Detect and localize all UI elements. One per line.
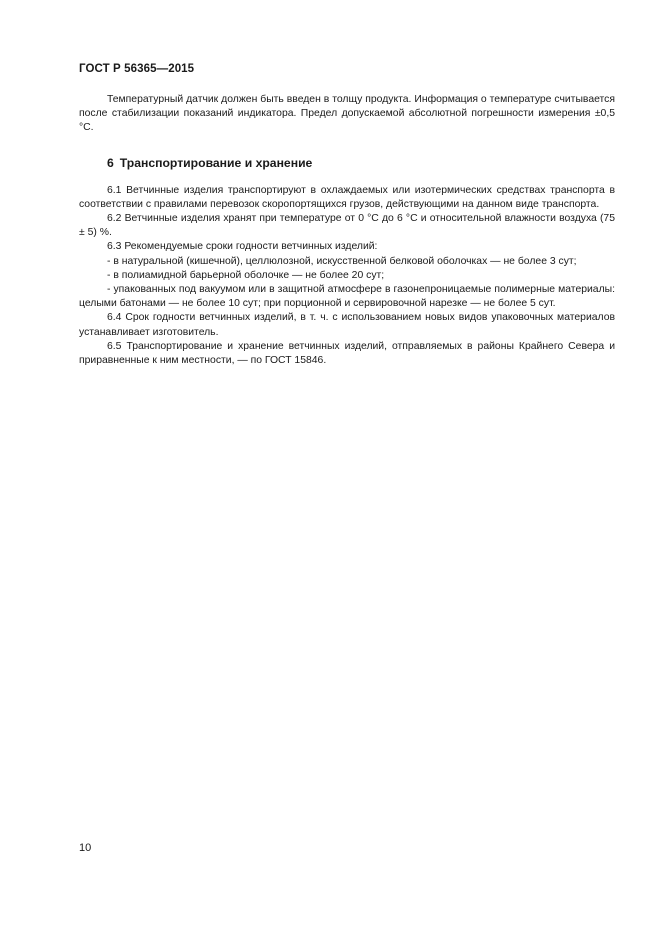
paragraph-6-1: 6.1 Ветчинные изделия транспортируют в охлаждаемых или изотермических средствах транспорта в соответствии с правилами перевозок скоропортящихся грузов, действующими на данном виде транспорта.	[79, 184, 615, 210]
paragraph-6-3: 6.3 Рекомендуемые сроки годности ветчинных изделий:	[107, 241, 378, 253]
list-item-vacuum-packed: - упакованных под вакуумом или в защитной атмосфере в газонепроницаемые полимерные материалы: целыми батонами — не более 10 сут; при порционной и сервировочной нарезке — не более 5 сут.	[79, 284, 615, 310]
paragraph-6-5: 6.5 Транспортирование и хранение ветчинных изделий, отправляемых в районы Крайнего Севера и приравненные к ним местности, — по ГОСТ 15846.	[79, 340, 615, 367]
section-title: Транспортирование и хранение	[119, 155, 313, 170]
section-heading	[79, 156, 615, 171]
document-body	[79, 93, 615, 368]
intro-paragraph: Температурный датчик должен быть введен в толщу продукта. Информация о температуре считывается после стабилизации показаний индикатора. Предел допускаемой абсолютной погрешности измерения ±0,5 °С.	[79, 94, 615, 134]
page-number: 10	[79, 842, 92, 854]
section-number: 6	[107, 155, 114, 170]
list-item-polyamide-casing: - в полиамидной барьерной оболочке — не более 20 сут;	[107, 269, 385, 281]
paragraph-6-2: 6.2 Ветчинные изделия хранят при температуре от 0 °С до 6 °С и относительной влажности воздуха (75 ± 5) %.	[79, 213, 615, 239]
paragraph-6-4: 6.4 Срок годности ветчинных изделий, в т. ч. с использованием новых видов упаковочных материалов устанавливает изготовитель.	[79, 312, 615, 338]
list-item-natural-casing: - в натуральной (кишечной), целлюлозной, искусственной белковой оболочках — не более 3 сут;	[107, 255, 577, 267]
document-header-id: ГОСТ Р 56365—2015	[79, 63, 195, 75]
